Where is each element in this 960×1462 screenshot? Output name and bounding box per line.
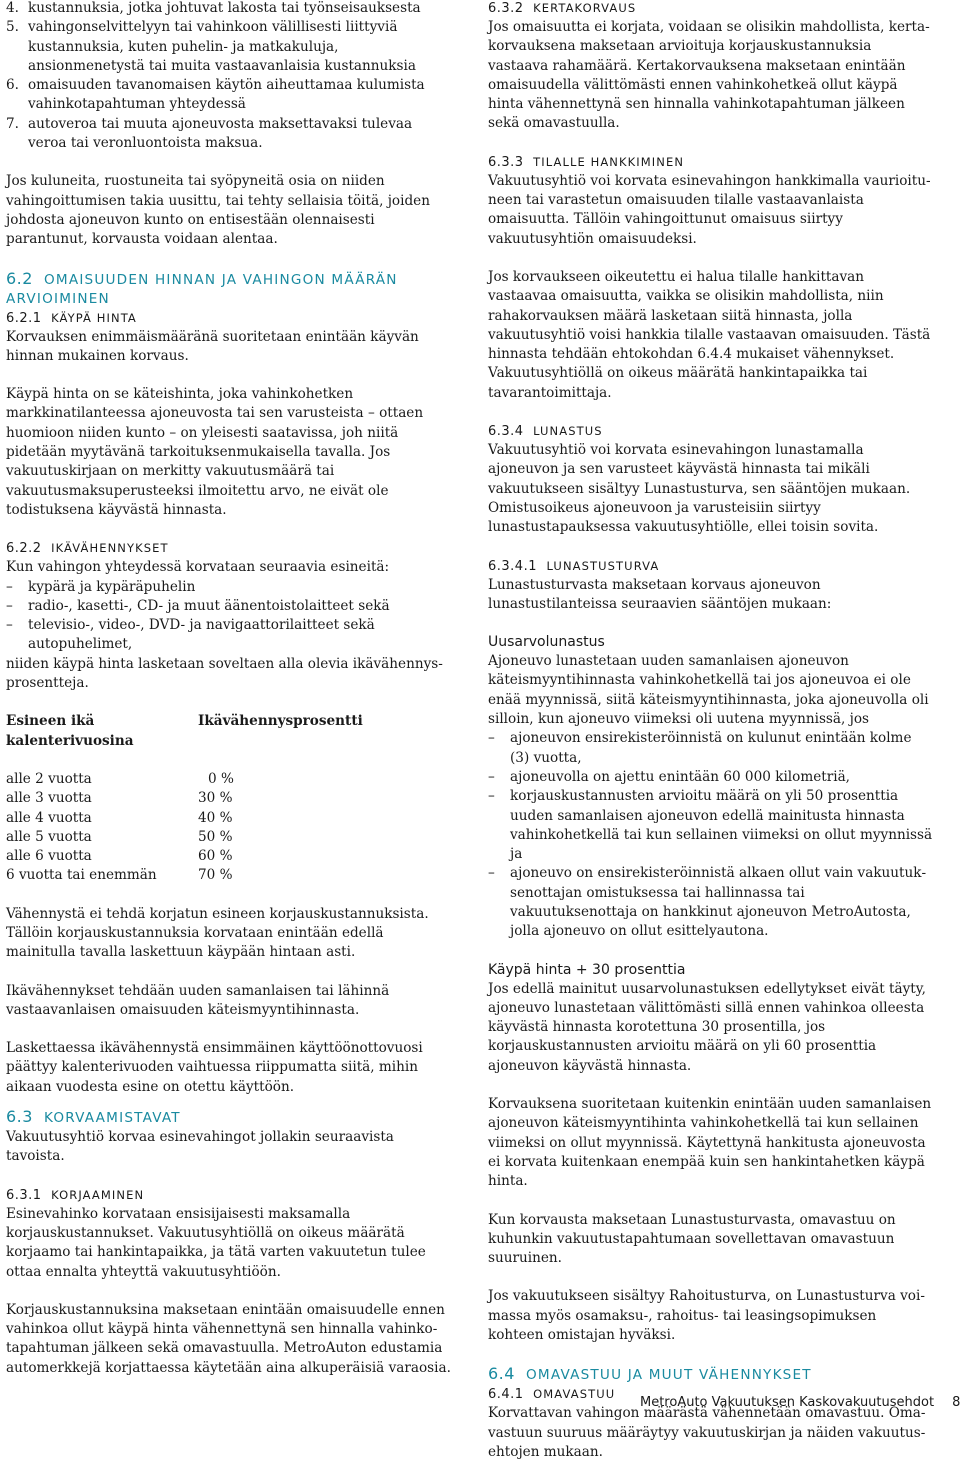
list-item: – radio-, kasetti-, CD- ja muut äänentoistolaitteet sekä — [6, 597, 451, 616]
subsection-heading-6-4-1: 6.4.1 OMAVASTUU — [488, 1387, 616, 1403]
table-header: Ikävähennysprosentti — [198, 713, 363, 730]
paragraph: Vakuutusyhtiö korvaa esinevahingot jollakin seuraavista tavoista. — [6, 1129, 394, 1165]
list-item: – ajoneuvon ensirekisteröinnistä on kulunut enintään kolme (3) vuotta, — [488, 729, 933, 768]
section-heading-6-2: 6.2 OMAISUUDEN HINNAN JA VAHINGON MÄÄRÄN ARVIOIMINEN — [6, 268, 398, 307]
paragraph: Kun vahingon yhteydessä korvataan seuraavia esineitä: — [6, 559, 390, 576]
list-item — [6, 115, 451, 154]
table-row — [6, 789, 363, 808]
paragraph: Kun korvausta maksetaan Lunastusturvasta, omavastuu on kuhunkin vakuutustapahtumaan sovellettavan omavastuun suuruinen. — [488, 1211, 896, 1267]
list-text: omaisuuden tavanomaisen käytön aiheuttamaa kulumista vahinkotapahtuman yhteydessä — [28, 77, 425, 113]
list-item: – ajoneuvolla on ajettu enintään 60 000 kilometriä, — [488, 768, 933, 787]
list-text: autoveroa tai muuta ajoneuvosta maksettavaksi tulevaa veroa tai veronluontoista maksua. — [28, 115, 413, 152]
list-item — [6, 76, 451, 115]
table-row — [6, 847, 363, 866]
paragraph: Jos korvaukseen oikeutettu ei halua tilalle hankittavan vastaavaa omaisuutta, vaikka se olisikin mahdollista, niin rahakorvauksen määrä lasketaan siitä hinnasta, jolla vakuutusyhtiö voisi hankkia tilalle vastaavan omaisuuden. Tästä hinnasta tehdään ehtokohdan 6.4.4 mukaiset vähennykset. Vakuutusyhtiöllä on oikeus määrätä hankintapaikka tai tavarantoimittaja. — [488, 268, 931, 401]
list-item: – korjauskustannusten arvioitu määrä on yli 50 prosenttia uuden samanlaisen ajoneuvon edellä mainitusta hinnasta vahinkohetkellä tai kun sellainen viimeksi on ollut myynnissä ja — [488, 787, 933, 864]
page-footer — [640, 1393, 958, 1412]
table-row — [6, 770, 363, 789]
paragraph: Vakuutusyhtiö voi korvata esinevahingon lunastamalla ajoneuvon ja sen varusteet käyvästä hinnasta tai mikäli vakuutukseen sisältyy Lunastusturva, sen sääntöjen mukaan. Omistusoikeus ajoneuvoon ja varusteisiin siirtyy lunastustapauksessa vakuutusyhtiölle, ellei toisin sovita. — [488, 442, 911, 536]
section-heading-6-4: 6.4 OMAVASTUU JA MUUT VÄHENNYKSET — [488, 1364, 812, 1384]
list-text: kustannuksia, jotka johtuvat lakosta tai työnseisauksesta — [28, 0, 421, 16]
paragraph: Jos kuluneita, ruostuneita tai syöpyneitä osia on niiden vahingoittumisen takia uusittu, tai tehty sellaisia töitä, joiden johdosta ajoneuvon kunto on entisestään olennaisesti parantunut, korvausta voidaan alentaa. — [6, 173, 430, 248]
table-header: Esineen ikä kalenterivuosina — [6, 713, 134, 749]
table-cell: alle 4 vuotta — [6, 809, 92, 826]
right-column — [488, 0, 933, 1462]
table-row — [6, 866, 363, 885]
list-item: – kypärä ja kypäräpuhelin — [6, 578, 451, 597]
subsection-heading-6-3-4: 6.3.4 LUNASTUS — [488, 424, 603, 440]
table-cell: 0 % — [208, 770, 234, 787]
table-cell: alle 2 vuotta — [6, 770, 92, 787]
table-cell: alle 5 vuotta — [6, 828, 92, 845]
list-number: 6. — [6, 77, 19, 94]
paragraph: Jos omaisuutta ei korjata, voidaan se olisikin mahdollista, kertakorvauksena maksetaan arvioituja korjauskustannuksia vastaava rahamäärä. Kertakorvauksena maksetaan enintään omaisuudella välittömästi ennen vahinkohetkeä ollut käypä hinta vähennettynä sen hinnalla vahinkotapahtuman jälkeen sekä omavastuulla. — [488, 19, 930, 132]
list-number: 4. — [6, 0, 19, 16]
paragraph: Korvauksen enimmäismääränä suoritetaan enintään käyvän hinnan mukainen korvaus. — [6, 328, 419, 364]
subsection-heading-6-3-3: 6.3.3 TILALLE HANKKIMINEN — [488, 154, 685, 170]
list-item: – ajoneuvo on ensirekisteröinnistä alkaen ollut vain vakuutuksenottajan omistuksessa tai hallinnassa tai vakuutuksenottaja on hankkinut ajoneuvon MetroAutosta, jolla ajoneuvo on ollut esittelyautona. — [488, 864, 933, 941]
item-list — [6, 578, 451, 655]
paragraph: Käypä hinta on se käteishinta, joka vahinkohetken markkinatilanteessa ajoneuvosta tai sen varusteista – ottaen huomioon niiden kunto – on yleisesti saatavissa, joh niitä pidetään myytävänä tarkoituksenmukaisella tavalla. Jos vakuutuskirjaan on merkitty vakuutusmäärä tai vakuutusmaksuperusteeksi ilmoitettu arvo, ne eivät ole todistuksena käyvästä hinnasta. — [6, 386, 424, 518]
paragraph: niiden käypä hinta lasketaan soveltaen alla olevia ikävähennysprosentteja. — [6, 655, 443, 692]
left-column — [6, 0, 451, 1378]
table-cell: 70 % — [198, 867, 233, 884]
paragraph: Korjauskustannuksina maksetaan enintään omaisuudelle ennen vahinkoa ollut käypä hinta vähennettynä sen hinnalla vahinkotapahtuman jälkeen sekä omavastuulla. MetroAuton edustamia automerkkejä korjattaessa käytetään aina alkuperäisiä varaosia. — [6, 1301, 451, 1376]
exclusion-list — [6, 0, 451, 153]
section-heading-6-3: 6.3 KORVAAMISTAVAT — [6, 1107, 181, 1127]
heading-uusarvolunastus: Uusarvolunastus — [488, 634, 605, 651]
table-cell: 60 % — [198, 848, 233, 865]
paragraph: Lunastusturvasta maksetaan korvaus ajoneuvon lunastustilanteissa seuraavien sääntöjen mukaan: — [488, 576, 832, 612]
list-text: vahingonselvittelyyn tai vahinkoon välillisesti liittyviä kustannuksia, kuten puhelin- ja matkakuluja, ansionmenetystä tai muita vastaavanlaisia kustannuksia — [28, 19, 416, 74]
table-cell: 40 % — [198, 809, 233, 826]
paragraph: Laskettaessa ikävähennystä ensimmäinen käyttöönottovuosi päättyy kalenterivuoden vaihtuessa riippumatta siitä, mihin aikaan vuodesta esine on otettu käyttöön. — [6, 1040, 423, 1095]
table-cell: 6 vuotta tai enemmän — [6, 867, 157, 884]
table-row — [6, 809, 363, 828]
paragraph: Ikävähennykset tehdään uuden samanlaisen tai lähinnä vastaavanlaisen omaisuuden käteismyyntihinnasta. — [6, 982, 390, 1018]
paragraph: Vakuutusyhtiö voi korvata esinevahingon hankkimalla vaurioituneen tai varastetun omaisuuden tilalle vastaavanlaista omaisuutta. Tällöin vahingoittunut omaisuus siirtyy vakuutusyhtiön omaisuudeksi. — [488, 172, 931, 247]
list-item — [6, 18, 451, 76]
footer-title: MetroAuto Vakuutuksen Kaskovakuutusehdot — [640, 1395, 935, 1410]
paragraph: Jos vakuutukseen sisältyy Rahoitusturva, on Lunastusturva voimassa myös osamaksu-, rahoitus- tai leasingsopimuksen kohteen omistajan hyväksi. — [488, 1288, 925, 1344]
table-cell: alle 3 vuotta — [6, 790, 92, 807]
list-item: – televisio-, video-, DVD- ja navigaattorilaitteet sekä autopuhelimet, — [6, 616, 451, 655]
paragraph: Ajoneuvo lunastetaan uuden samanlaisen ajoneuvon käteismyyntihinnasta vahinkohetkellä tai jos ajoneuvoa ei ole enää myynnissä, siitä käteismyyntihinnasta, joka ajoneuvolla oli silloin, kun ajoneuvo viimeksi oli uutena myynnissä, jos — [488, 653, 929, 728]
subsection-heading-6-2-1: 6.2.1 KÄYPÄ HINTA — [6, 310, 137, 326]
paragraph: Esinevahinko korvataan ensisijaisesti maksamalla korjauskustannukset. Vakuutusyhtiöllä on oikeus määrätä korjaamo tai hankintapaikka, ja tätä varten vakuutetun tulee ottaa ennalta yhteyttä vakuutusyhtiöön. — [6, 1205, 426, 1280]
table-cell: 50 % — [198, 828, 233, 845]
subsection-heading-6-3-1: 6.3.1 KORJAAMINEN — [6, 1187, 145, 1203]
list-item — [6, 0, 451, 18]
paragraph: Vähennystä ei tehdä korjatun esineen korjauskustannuksista. Tällöin korjauskustannuksia korvataan enintään edellä mainitulla tavalla laskettuun käypään hintaan asti. — [6, 905, 429, 961]
table-row — [6, 828, 363, 847]
heading-kaypa-hinta-30: Käypä hinta + 30 prosenttia — [488, 961, 686, 978]
subsection-heading-6-3-4-1: 6.3.4.1 LUNASTUSTURVA — [488, 558, 660, 574]
paragraph: Jos edellä mainitut uusarvolunastuksen edellytykset eivät täyty, ajoneuvo lunastetaan välittömästi sillä ennen vahinkoa olleesta käyvästä hinnasta korotettuna 30 prosentilla, jos korjauskustannusten arvioitu määrä on yli 60 prosenttia ajoneuvon käyvästä hinnasta. — [488, 980, 926, 1074]
table-cell: 30 % — [198, 790, 233, 807]
depreciation-table — [6, 712, 363, 885]
page-number: 8 — [952, 1395, 960, 1410]
paragraph: Korvauksena suoritetaan kuitenkin enintään uuden samanlaisen ajoneuvon käteismyyntihinta vahinkohetkellä tai kun sellainen viimeksi on ollut myynnissä. Käytettynä hankitusta ajoneuvosta ei korvata kuitenkaan enempää kuin sen hankintahetken käypä hinta. — [488, 1096, 932, 1190]
subsection-heading-6-3-2: 6.3.2 KERTAKORVAUS — [488, 1, 637, 16]
table-header-row — [6, 712, 363, 751]
condition-list — [488, 729, 933, 941]
subsection-heading-6-2-2: 6.2.2 IKÄVÄHENNYKSET — [6, 541, 169, 557]
list-number: 7. — [6, 115, 19, 132]
table-cell: alle 6 vuotta — [6, 848, 92, 865]
list-number: 5. — [6, 19, 19, 36]
paragraph: Korvattavan vahingon määrästä vähennetään omavastuu. Omavastuun suuruus määräytyy vakuutuskirjan ja näiden vakuutusehtojen mukaan. — [488, 1405, 926, 1460]
